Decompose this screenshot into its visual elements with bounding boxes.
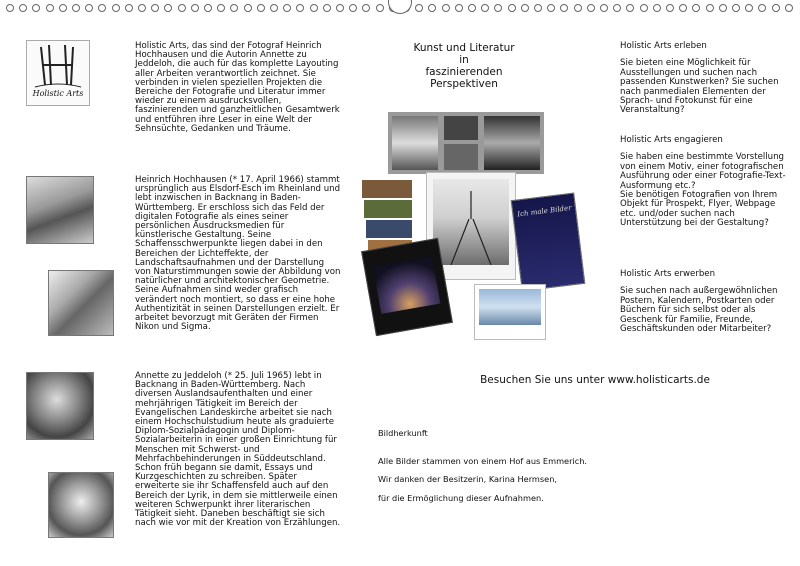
book-cover-navy — [511, 192, 586, 291]
photo-lake — [474, 284, 546, 340]
photo-collage-gray — [388, 112, 544, 174]
binding-hole — [19, 4, 27, 12]
binding-hole — [59, 4, 67, 12]
binding-hole — [46, 4, 54, 12]
binding-hole — [72, 4, 80, 12]
binding-hole — [244, 4, 252, 12]
erwerben-text: Sie suchen nach außergewöhnlichen Postern, Kalendern, Postkarten oder Büchern für sich selbst oder als Geschenk für Familie, Freunde, Geschäftskunden oder Mitarbeiter? — [620, 286, 778, 335]
logo-text: Holistic Arts — [32, 89, 84, 98]
annette-bio: Annette zu Jeddeloh (* 25. Juli 1965) lebt in Backnang in Baden-Württemberg. Nach diversen Auslandsaufenthalten und einer mehrjährigen Tätigkeit im Bereich der Evangelischen Landeskirche arbeitet sie nach einem Hochschulstudium heute als graduierte Diplom-Sozialpädagogin und Diplom-Sozialarbeiterin in einer großen Einrichtung für Menschen mit Schwerst- und Mehrfachbehinderungen in Süddeutschland. Schon früh begann sie damit, Essays und Kurzgeschichten zu schreiben. Später erweiterte sie ihr Schaffensfeld auch auf den Bereich der Lyrik, in dem sie mittlerweile einen weiteren Schwerpunkt ihrer literarischen Tätigkeit sieht. Daneben beschäftigt sie sich nach wie vor mit der Kreation von Erzählungen. — [135, 371, 341, 529]
heinrich-bio: Heinrich Hochhausen (* 17. April 1966) stammt ursprünglich aus Elsdorf-Esch im Rheinland und lebt inzwischen in Backnang in Baden-Württemberg. Er erschloss sich das Feld der digitalen Fotografie als eines seiner persönlichen Ausdrucksmedien für künstlerische Gestaltung. Seine Schaffensschwerpunkte liegen dabei in den Bereichen der Lichteffekte, der Landschaftsaufnahmen und der Darstellung von Naturstimmungen sowie der Abbildung von natürlicher und architektonischer Geometrie. Seine Aufnahmen sind weder grafisch verändert noch montiert, so dass er eine hohe Authentizität in seinen Darstellungen erzielt. Er arbeitet bevorzugt mit Geräten der Firmen Nikon und Sigma. — [135, 175, 341, 333]
binding-hole — [785, 4, 793, 12]
engagieren-section — [620, 136, 790, 229]
binding-hole — [151, 4, 159, 12]
heading-line-1: Kunst und Literatur — [413, 42, 515, 54]
binding-hole — [706, 4, 714, 12]
binding-hole — [653, 4, 661, 12]
erwerben-title: Holistic Arts erwerben — [620, 269, 716, 279]
binding-hole — [336, 4, 344, 12]
heading-line-2: in — [459, 54, 469, 66]
binding-hole — [217, 4, 225, 12]
engagieren-title: Holistic Arts engagieren — [620, 135, 723, 145]
binding-hole — [666, 4, 674, 12]
binding-hole — [98, 4, 106, 12]
intro-text: Holistic Arts, das sind der Fotograf Heinrich Hochhausen und die Autorin Annette zu Jeddeloh, die auch für das komplette Layouting aller Arbeiten verantwortlich zeichnet. Sie verbinden in vielen speziellen Projekten die Bereiche der Fotografie und Literatur immer wieder zu einem ausdrucksvollen, faszinierenden und ganzheitlichen Gesamtwerk und entführen ihre Leser in eine Welt der Sehnsüchte, Gedanken und Träume. — [135, 41, 340, 134]
binding-hole — [283, 4, 291, 12]
binding-hole — [574, 4, 582, 12]
binding-hole — [415, 4, 423, 12]
engagieren-text-2: Sie benötigen Fotografien von Ihrem Objekt für Prospekt, Flyer, Webpage etc. und/oder suchen nach Unterstützung bei der Gestaltung? — [620, 190, 778, 229]
holistic-arts-logo — [26, 40, 90, 106]
binding-hole — [32, 4, 40, 12]
binding-hole — [178, 4, 186, 12]
photo-annette-outdoor — [48, 472, 114, 538]
binding-hole — [758, 4, 766, 12]
center-heading — [400, 42, 528, 90]
binding-hole — [692, 4, 700, 12]
binding-hole — [191, 4, 199, 12]
binding-hole — [6, 4, 14, 12]
credits-line-2: Wir danken der Besitzerin, Karina Hermsen, — [378, 474, 557, 484]
erleben-title: Holistic Arts erleben — [620, 41, 707, 51]
erleben-section — [620, 42, 790, 116]
binding-hole — [125, 4, 133, 12]
erleben-text: Sie bieten eine Möglichkeit für Ausstellungen und suchen nach passenden Kunstwerken? Sie suchen nach panmedialen Elementen der Sprach- und Fotokunst für eine Veranstaltung? — [620, 58, 779, 116]
binding-hole — [772, 4, 780, 12]
binding-hole — [428, 4, 436, 12]
binding-hole — [732, 4, 740, 12]
binding-hole — [613, 4, 621, 12]
binding-hole — [204, 4, 212, 12]
binding-hole — [296, 4, 304, 12]
binding-hole — [349, 4, 357, 12]
engagieren-text-1: Sie haben eine bestimmte Vorstellung von einem Motiv, einer fotografischen Ausführung oder einer Fotografie-Text-Ausformung etc.? — [620, 152, 786, 191]
binding-hole — [679, 4, 687, 12]
binding-hole — [600, 4, 608, 12]
binding-hole — [640, 4, 648, 12]
binding-hole — [270, 4, 278, 12]
binding-hole — [560, 4, 568, 12]
binding-hole — [323, 4, 331, 12]
erwerben-section — [620, 270, 790, 334]
binding-hole — [164, 4, 172, 12]
credits-line-1: Alle Bilder stammen von einem Hof aus Emmerich. — [378, 456, 588, 466]
binding-hole — [521, 4, 529, 12]
credits-line-3: für die Ermöglichung dieser Aufnahmen. — [378, 493, 544, 503]
binding-hole — [85, 4, 93, 12]
heading-line-3: faszinierenden — [425, 66, 503, 78]
binding-hole — [138, 4, 146, 12]
binding-hole — [455, 4, 463, 12]
credits-title: Bildherkunft — [378, 428, 428, 438]
binding-hole — [112, 4, 120, 12]
binding-hole — [481, 4, 489, 12]
binding-hole — [468, 4, 476, 12]
binding-hole — [310, 4, 318, 12]
binding-hole — [230, 4, 238, 12]
heading-line-4: Perspektiven — [430, 78, 498, 90]
binding-hole — [534, 4, 542, 12]
photo-sunset-book — [361, 238, 453, 336]
binding-hole — [362, 4, 370, 12]
binding-hole — [745, 4, 753, 12]
binding-hole — [547, 4, 555, 12]
binding-hole — [257, 4, 265, 12]
photo-annette — [26, 372, 94, 440]
photo-heinrich — [26, 176, 94, 244]
binding-hole — [719, 4, 727, 12]
binding-hole — [494, 4, 502, 12]
binding-hole — [376, 4, 384, 12]
binding-hole — [442, 4, 450, 12]
book-title: Ich male Bilder — [516, 203, 572, 219]
binding-hole — [587, 4, 595, 12]
binding-hole — [626, 4, 634, 12]
binding-hole — [508, 4, 516, 12]
photo-heinrich-outdoor — [48, 270, 114, 336]
website-line: Besuchen Sie uns unter www.holisticarts.de — [480, 374, 710, 386]
